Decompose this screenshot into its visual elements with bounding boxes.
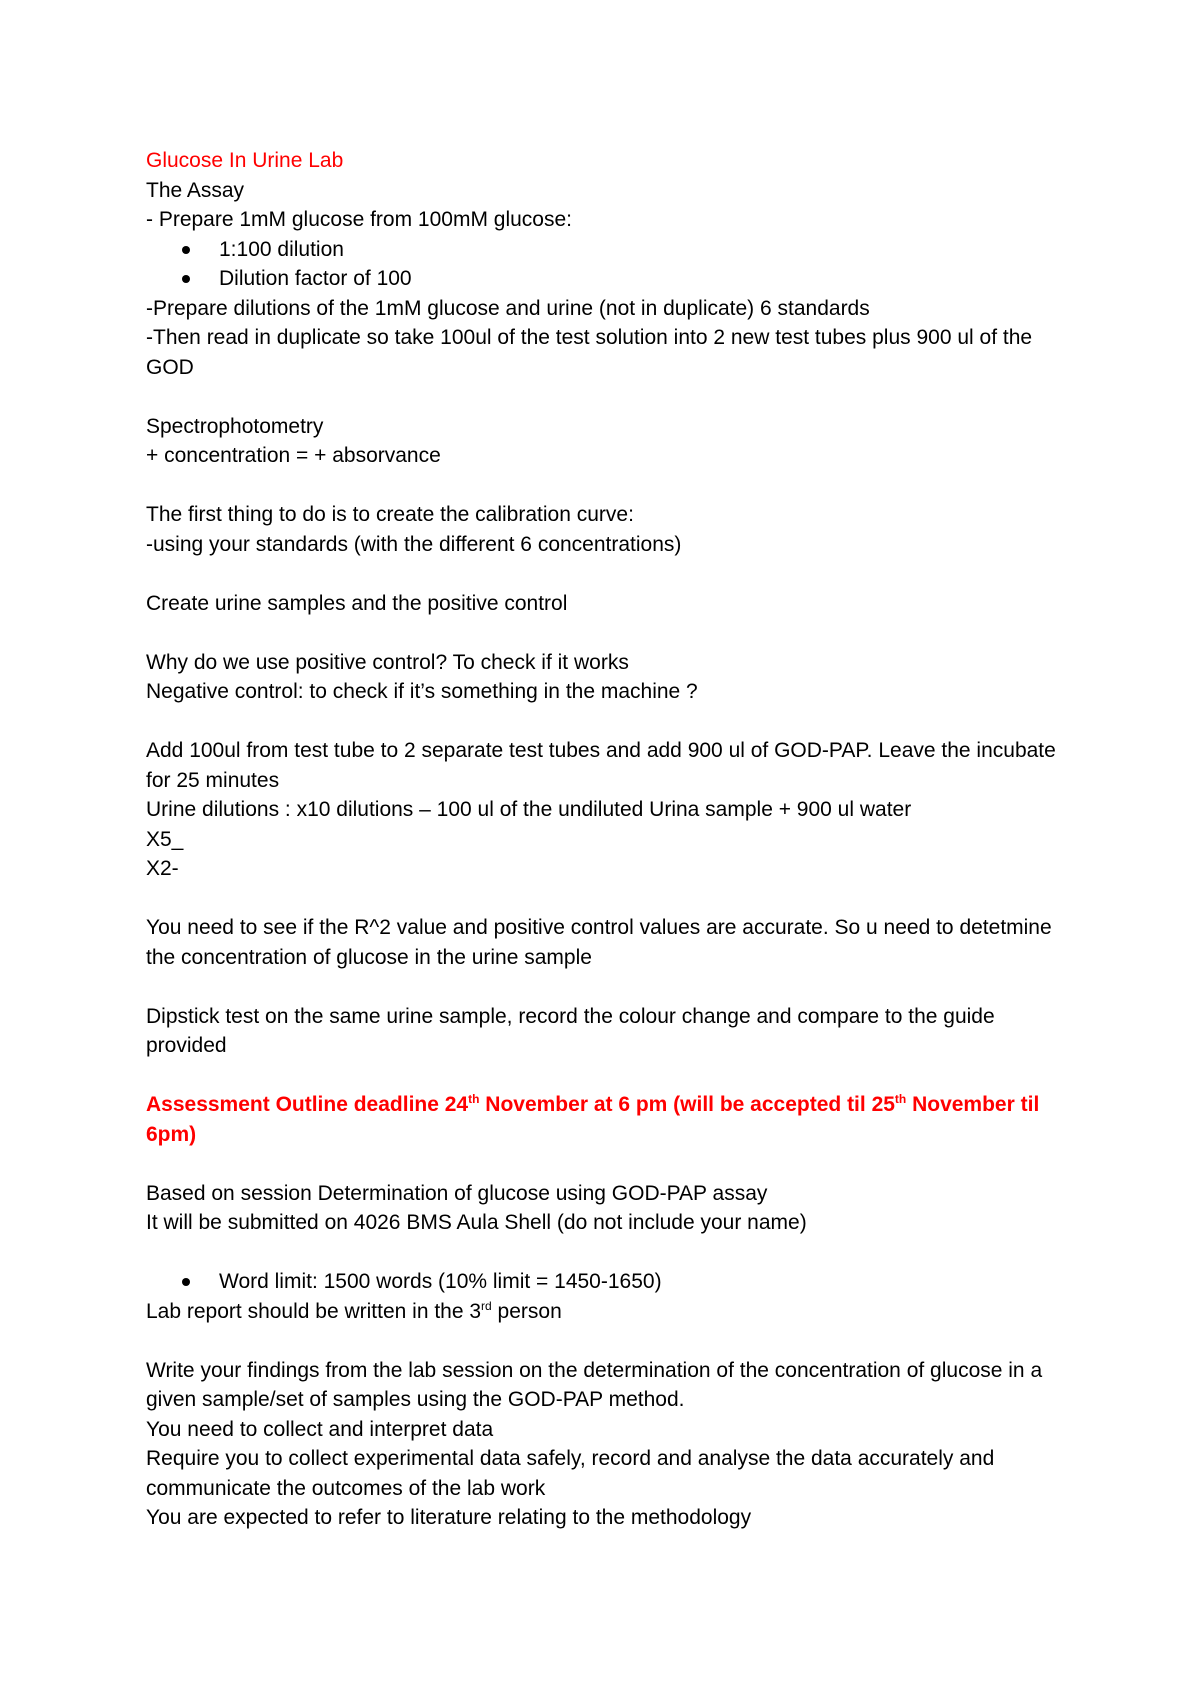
bullet-icon (182, 246, 190, 254)
list-item-text: 1:100 dilution (219, 237, 344, 261)
assay-duplicate-text: -Then read in duplicate so take 100ul of the test solution into 2 new test tubes plus 900 ul of the GOD (146, 326, 1033, 379)
spectro-heading: Spectrophotometry (146, 414, 324, 438)
samples-text: Create urine samples and the positive control (146, 591, 568, 615)
positive-control-text: Why do we use positive control? To check if it works (146, 650, 629, 674)
x5-text: X5_ (146, 827, 184, 851)
negative-control-text: Negative control: to check if it’s something in the machine ? (146, 680, 698, 703)
x2-text: X2- (146, 857, 179, 880)
assay-heading: The Assay (146, 178, 245, 202)
accuracy-text: You need to see if the R^2 value and positive control values are accurate. So u need to detetmine the concentration of glucose in the urine sample (146, 916, 1052, 969)
list-item (146, 1267, 1076, 1297)
session-text: Based on session Determination of glucose using GOD-PAP assay (146, 1181, 768, 1205)
superscript: rd (481, 1298, 492, 1313)
list-item-text: Dilution factor of 100 (219, 267, 412, 290)
list-item (146, 235, 1076, 265)
collect-text: You need to collect and interpret data (146, 1417, 494, 1441)
third-person-text (146, 1297, 1076, 1327)
bullet-icon (182, 275, 190, 283)
dipstick-text: Dipstick test on the same urine sample, record the colour change and compare to the guide provided (146, 1004, 995, 1057)
assessment-heading (146, 1090, 1076, 1149)
list-item (146, 264, 1076, 294)
assay-prepare-text: - Prepare 1mM glucose from 100mM glucose: (146, 208, 572, 231)
submission-text: It will be submitted on 4026 BMS Aula Shell (do not include your name) (146, 1211, 807, 1234)
require-text: Require you to collect experimental data safely, record and analyse the data accurately and communicate the outcomes of the lab work (146, 1447, 995, 1500)
spectro-relation-text: + concentration = + absorvance (146, 444, 441, 467)
superscript: th (468, 1092, 480, 1106)
literature-text: You are expected to refer to literature relating to the methodology (146, 1506, 752, 1529)
bullet-icon (182, 1278, 190, 1286)
procedure-add-text: Add 100ul from test tube to 2 separate test tubes and add 900 ul of GOD-PAP. Leave the incubate for 25 minutes (146, 739, 1056, 792)
superscript: th (894, 1092, 907, 1106)
assessment-heading-part: November at 6 pm (will be accepted til 25 (479, 1093, 895, 1116)
findings-text: Write your findings from the lab session on the determination of the concentration of glucose in a given sample/set of samples using the GOD-PAP method. (146, 1358, 1043, 1411)
document-page (146, 146, 1076, 1533)
calibration-intro-text: The first thing to do is to create the calibration curve: (146, 503, 634, 526)
third-person-part: person (491, 1299, 562, 1323)
calibration-detail-text: -using your standards (with the different 6 concentrations) (146, 532, 682, 556)
word-limit-text: Word limit: 1500 words (10% limit = 1450-1650) (219, 1270, 662, 1293)
urine-dilutions-text: Urine dilutions : x10 dilutions – 100 ul of the undiluted Urina sample + 900 ul water (146, 798, 912, 821)
third-person-part: Lab report should be written in the 3 (146, 1299, 482, 1323)
assay-dilutions-text: -Prepare dilutions of the 1mM glucose and urine (not in duplicate) 6 standards (146, 296, 870, 320)
document-title: Glucose In Urine Lab (146, 149, 344, 172)
assessment-heading-part: Assessment Outline deadline 24 (146, 1093, 469, 1116)
assessment-heading-part: November til 6pm) (146, 1093, 1040, 1146)
